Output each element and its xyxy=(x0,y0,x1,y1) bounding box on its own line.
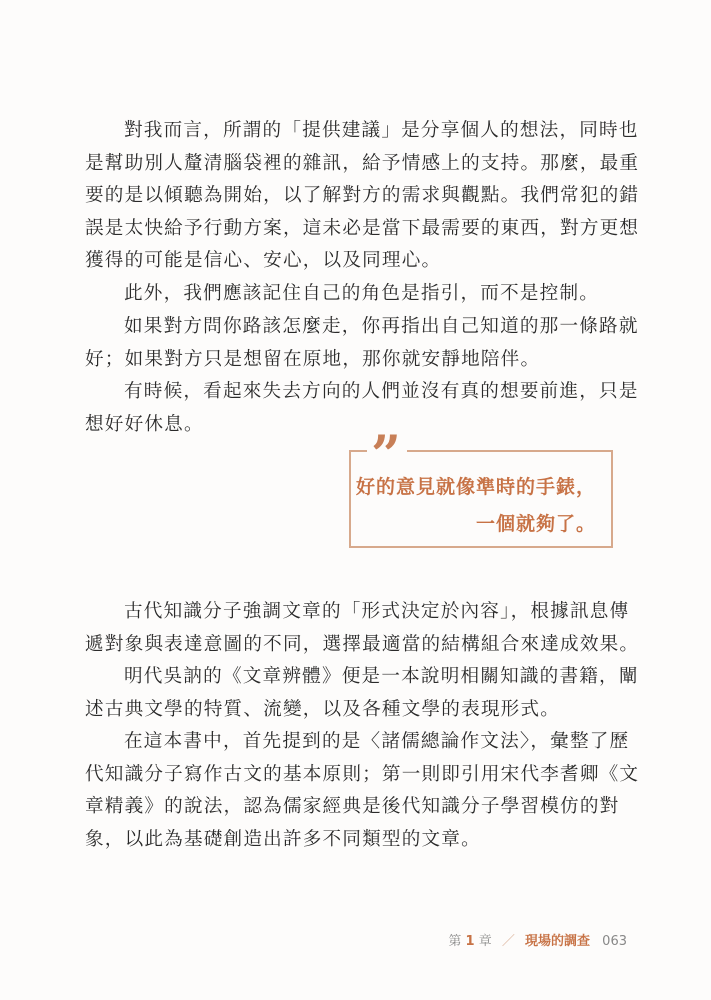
text-line: 代知識分子寫作古文的基本原則；第一則即引用宋代李耆卿《文 xyxy=(85,763,640,785)
page-number: 063 xyxy=(602,934,627,949)
chapter-title: 現場的調查 xyxy=(525,934,591,949)
text-line: 誤是太快給予行動方案，這未必是當下最需要的東西，對方更想 xyxy=(85,217,640,239)
text-line: 遞對象與表達意圖的不同，選擇最適當的結構組合來達成效果。 xyxy=(85,633,640,655)
text-line: 章精義》的說法，認為儒家經典是後代知識分子學習模仿的對 xyxy=(85,796,620,818)
text-line: 如果對方問你路該怎麼走，你再指出自己知道的那一條路就 xyxy=(124,316,639,337)
paragraph-guide-not-control xyxy=(85,278,625,311)
text-line: 要的是以傾聽為開始，以了解對方的需求與觀點。我們常犯的錯 xyxy=(85,185,640,207)
paragraph-show-the-way xyxy=(85,311,639,376)
paragraph-rest xyxy=(85,376,639,441)
chapter-suffix: 章 xyxy=(478,934,492,949)
text-line: 是幫助別人釐清腦袋裡的雜訊，給予情感上的支持。那麼，最重 xyxy=(85,152,640,174)
text-line: 象，以此為基礎創造出許多不同類型的文章。 xyxy=(85,828,481,850)
page-footer xyxy=(448,930,627,949)
text-line: 有時候，看起來失去方向的人們並沒有真的想要前進，只是 xyxy=(124,381,639,402)
pullquote-line-2: 一個就夠了。 xyxy=(475,513,596,535)
text-line: 對我而言，所謂的「提供建議」是分享個人的想法，同時也 xyxy=(124,120,639,141)
text-line: 此外，我們應該記住自己的角色是指引，而不是控制。 xyxy=(124,283,600,304)
text-line: 古代知識分子強調文章的「形式決定於內容」，根據訊息傳 xyxy=(124,601,630,622)
text-line: 好；如果對方只是想留在原地，那你就安靜地陪伴。 xyxy=(85,348,541,370)
chapter-prefix: 第 xyxy=(448,934,462,949)
quote-mark-icon: ” xyxy=(371,425,401,486)
paragraph-form-content xyxy=(85,596,640,661)
text-line: 述古典文學的特質、流變，以及各種文學的表現形式。 xyxy=(85,698,561,720)
paragraph-zhuru-zonglun xyxy=(85,726,640,856)
text-line: 在這本書中，首先提到的是〈諸儒總論作文法〉，彙整了歷 xyxy=(124,731,630,752)
pullquote-line-1: 好的意見就像準時的手錶， xyxy=(355,476,596,498)
paragraph-advice-definition xyxy=(85,115,640,278)
footer-separator: ／ xyxy=(501,934,515,949)
text-line: 獲得的可能是信心、安心，以及同理心。 xyxy=(85,250,442,272)
text-line: 明代吳訥的《文章辨體》便是一本說明相關知識的書籍，闡 xyxy=(124,666,639,687)
chapter-number: 1 xyxy=(465,934,475,949)
text-line: 想好好休息。 xyxy=(85,413,204,435)
paragraph-wenzhang-bianti xyxy=(85,661,639,726)
